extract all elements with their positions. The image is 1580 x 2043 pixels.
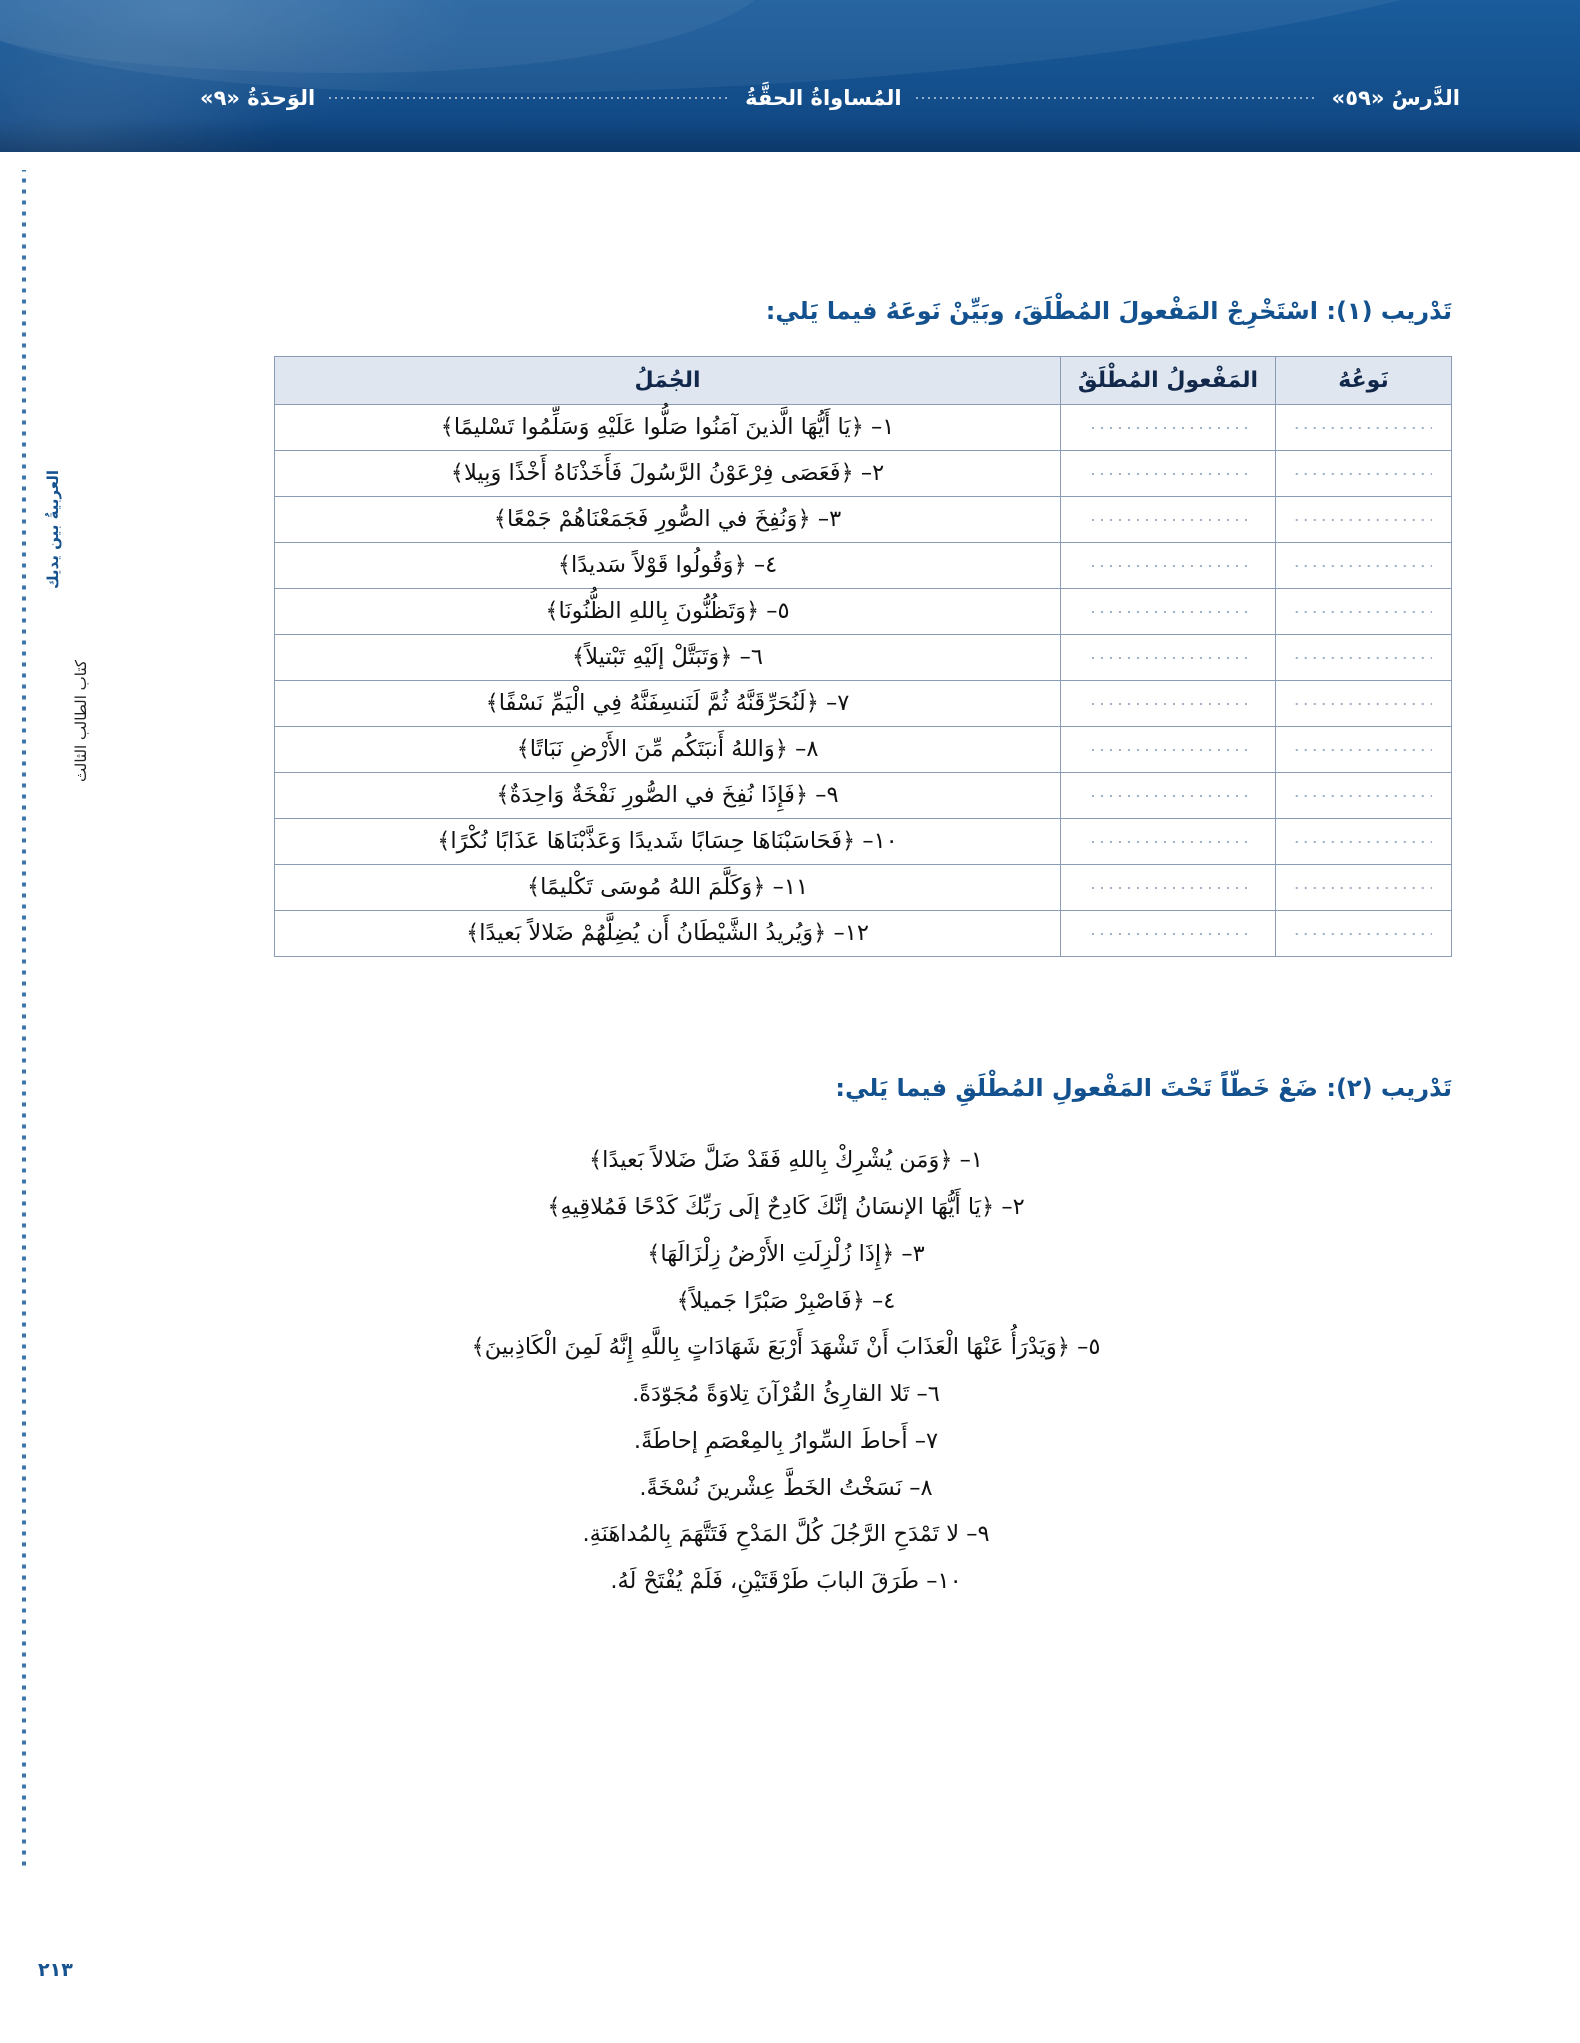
sentence-number: ٢– [860, 460, 885, 487]
sentence-number: ٥– [766, 598, 790, 625]
sentence-number: ٨– [795, 736, 819, 763]
answer-cell-object[interactable] [1061, 405, 1276, 451]
answer-cell-type[interactable] [1276, 451, 1452, 497]
sentence-cell [275, 543, 1061, 589]
list-item: ٧– أَحاطَ السِّوارُ بِالمِعْصَمِ إحاطَةً. [633, 1427, 939, 1454]
dotted-answer-line [1295, 789, 1432, 803]
sentence-cell [275, 589, 1061, 635]
sentence-text: ﴿وَيُريدُ الشَّيْطَانُ أَن يُضِلَّهُمْ ضَلالاً بَعيدًا﴾ [466, 920, 827, 947]
sentence-number: ٤– [753, 552, 778, 579]
dotted-answer-line [1085, 881, 1252, 895]
sentence-text: ﴿فَعَصَى فِرْعَوْنُ الرَّسُولَ فَأَخَذْنَاهُ أَخْذًا وَبِيلا﴾ [450, 460, 854, 487]
sentence-text: ﴿يَا أَيُّهَا الَّذينَ آمَنُوا صَلُّوا عَلَيْهِ وَسَلِّمُوا تَسْليمًا﴾ [440, 414, 864, 441]
answer-cell-type[interactable] [1276, 543, 1452, 589]
table-row [275, 543, 1452, 589]
spine-dot-rule [20, 170, 28, 1870]
table-row [275, 589, 1452, 635]
sentence-text: ﴿وَتَظُنُّونَ بِاللهِ الظُّنُونَا﴾ [545, 598, 760, 625]
dotted-answer-line [1085, 421, 1252, 435]
dotted-answer-line [1295, 467, 1432, 481]
sentence-text: ﴿فَإِذَا نُفِخَ في الصُّورِ نَفْخَةٌ وَاحِدَةٌ﴾ [496, 782, 809, 809]
answer-cell-type[interactable] [1276, 819, 1452, 865]
sentence-cell [275, 727, 1061, 773]
list-item: ١– ﴿وَمَن يُشْرِكْ بِاللهِ فَقَدْ ضَلَّ ضَلالاً بَعيدًا﴾ [588, 1147, 984, 1174]
answer-cell-object[interactable] [1061, 681, 1276, 727]
exercise-1-table [274, 356, 1452, 957]
column-header-absolute-object: المَفْعولُ المُطْلَقُ [1061, 357, 1276, 405]
answer-cell-type[interactable] [1276, 681, 1452, 727]
sentence-text: ﴿وَكَلَّمَ اللهُ مُوسَى تَكْليمًا﴾ [526, 874, 766, 901]
list-item: ٣– ﴿إِذَا زُلْزِلَتِ الأَرْضُ زِلْزَالَهَا﴾ [647, 1240, 925, 1267]
sentence-cell [275, 773, 1061, 819]
answer-cell-type[interactable] [1276, 865, 1452, 911]
sentence-cell [275, 405, 1061, 451]
table-row [275, 727, 1452, 773]
answer-cell-object[interactable] [1061, 635, 1276, 681]
sentence-number: ١– [871, 414, 895, 441]
series-label: العربيةُ بين يديك [44, 470, 62, 590]
header-dot-leader-right [329, 92, 731, 104]
sentence-number: ٩– [815, 782, 839, 809]
sentence-cell [275, 911, 1061, 957]
header-dot-leader-left [916, 92, 1318, 104]
running-head [0, 78, 1580, 118]
list-item: ٥– ﴿وَيَدْرَأُ عَنْهَا الْعَذَابَ أَنْ تَشْهَدَ أَرْبَعَ شَهَادَاتٍ بِاللَّهِ إِنَّهُ لَمِنَ الْكَاذِبينَ﴾ [471, 1334, 1101, 1361]
table-row [275, 405, 1452, 451]
answer-cell-object[interactable] [1061, 911, 1276, 957]
list-item: ٢– ﴿يَا أَيُّهَا الإنسَانُ إنَّكَ كَادِحٌ إلَى رَبِّكَ كَدْحًا فَمُلاقِيهِ﴾ [547, 1194, 1025, 1221]
dotted-answer-line [1085, 743, 1252, 757]
sentence-number: ٧– [826, 690, 850, 717]
exercise-1-title: تَدْريب (١): اسْتَخْرِجْ المَفْعولَ المُطْلَقَ، وبَيِّنْ نَوعَهُ فيما يَلي: [765, 297, 1452, 325]
sentence-cell [275, 497, 1061, 543]
table-row [275, 865, 1452, 911]
answer-cell-object[interactable] [1061, 727, 1276, 773]
table-row [275, 773, 1452, 819]
table-header-row [275, 357, 1452, 405]
sentence-text: ﴿وَتَبَتَّلْ إلَيْهِ تَبْتيلاً﴾ [572, 644, 733, 671]
dotted-answer-line [1295, 927, 1432, 941]
dotted-answer-line [1085, 697, 1252, 711]
column-header-sentences: الجُمَلُ [275, 357, 1061, 405]
unit-label: الوَحدَةُ «٩» [199, 86, 316, 110]
dotted-answer-line [1295, 605, 1432, 619]
answer-cell-object[interactable] [1061, 589, 1276, 635]
dotted-answer-line [1295, 651, 1432, 665]
dotted-answer-line [1085, 651, 1252, 665]
sentence-number: ١٠– [862, 828, 898, 855]
dotted-answer-line [1085, 559, 1252, 573]
answer-cell-object[interactable] [1061, 451, 1276, 497]
dotted-answer-line [1085, 789, 1252, 803]
answer-cell-object[interactable] [1061, 543, 1276, 589]
dotted-answer-line [1085, 467, 1252, 481]
table-row [275, 497, 1452, 543]
dotted-answer-line [1295, 559, 1432, 573]
table-row [275, 681, 1452, 727]
list-item: ١٠– طَرَقَ البابَ طَرْقَتَيْنِ، فَلَمْ يُفْتَحْ لَهُ. [610, 1568, 962, 1595]
answer-cell-type[interactable] [1276, 773, 1452, 819]
sentence-cell [275, 865, 1061, 911]
sentence-cell [275, 635, 1061, 681]
book-label: كتاب الطالب الثالث [72, 660, 90, 782]
page-content [120, 152, 1500, 1605]
sentence-number: ١١– [772, 874, 809, 901]
sentence-text: ﴿وَاللهُ أَنبَتَكُم مِّنَ الأَرْضِ نَبَاتًا﴾ [516, 736, 788, 763]
sentence-number: ١٢– [833, 920, 869, 947]
column-header-type: نَوعُهُ [1276, 357, 1452, 405]
sentence-text: ﴿وَنُفِخَ في الصُّورِ فَجَمَعْنَاهُمْ جَمْعًا﴾ [493, 506, 811, 533]
lesson-title: المُساواةُ الحقَّةُ [745, 86, 902, 110]
exercise-2-section [120, 1069, 1500, 1605]
page-header-band [0, 0, 1580, 152]
sentence-cell [275, 681, 1061, 727]
answer-cell-object[interactable] [1061, 773, 1276, 819]
answer-cell-object[interactable] [1061, 865, 1276, 911]
answer-cell-type[interactable] [1276, 589, 1452, 635]
table-row [275, 635, 1452, 681]
list-item: ٦– تَلا القارِئُ القُرْآنَ تِلاوَةً مُجَوّدَةً. [632, 1381, 940, 1408]
page-number: ٢١٣ [38, 1959, 73, 1981]
dotted-answer-line [1085, 513, 1252, 527]
dotted-answer-line [1295, 421, 1432, 435]
list-item: ٨– نَسَخْتُ الخَطَّ عِشْرينَ نُسْخَةً. [639, 1474, 933, 1501]
answer-cell-type[interactable] [1276, 727, 1452, 773]
sentence-text: ﴿لَنُحَرِّقَنَّهُ ثُمَّ لَنَنسِفَنَّهُ فِي الْيَمِّ نَسْفًا﴾ [485, 690, 819, 717]
sentence-text: ﴿وَقُولُوا قَوْلاً سَديدًا﴾ [557, 552, 747, 579]
answer-cell-object[interactable] [1061, 819, 1276, 865]
answer-cell-type[interactable] [1276, 405, 1452, 451]
sentence-cell [275, 819, 1061, 865]
exercise-2-list [120, 1138, 1500, 1606]
dotted-answer-line [1295, 881, 1432, 895]
sentence-text: ﴿فَحَاسَبْنَاهَا حِسَابًا شَديدًا وَعَذَّبْنَاهَا عَذَابًا نُكْرًا﴾ [437, 828, 856, 855]
answer-cell-type[interactable] [1276, 911, 1452, 957]
table-row [275, 451, 1452, 497]
dotted-answer-line [1085, 927, 1252, 941]
sentence-number: ٦– [739, 644, 763, 671]
list-item: ٤– ﴿فَاصْبِرْ صَبْرًا جَميلاً﴾ [676, 1287, 896, 1314]
header-bottom-shade [0, 118, 1580, 152]
answer-cell-type[interactable] [1276, 497, 1452, 543]
dotted-answer-line [1295, 697, 1432, 711]
exercise-1-table-body [275, 405, 1452, 957]
sentence-number: ٣– [817, 506, 842, 533]
list-item: ٩– لا تَمْدَحِ الرَّجُلَ كُلَّ المَدْحِ فَتَتَّهَمَ بِالمُداهَنَةِ. [582, 1521, 990, 1548]
answer-cell-type[interactable] [1276, 635, 1452, 681]
sentence-cell [275, 451, 1061, 497]
answer-cell-object[interactable] [1061, 497, 1276, 543]
dotted-answer-line [1085, 835, 1252, 849]
table-row [275, 819, 1452, 865]
lesson-label: الدَّرسُ «٥٩» [1331, 86, 1460, 110]
exercise-2-title: تَدْريب (٢): ضَعْ خَطّاً تَحْتَ المَفْعولِ المُطْلَقِ فيما يَلي: [835, 1074, 1452, 1103]
dotted-answer-line [1295, 835, 1432, 849]
dotted-answer-line [1085, 605, 1252, 619]
dotted-answer-line [1295, 513, 1432, 527]
dotted-answer-line [1295, 743, 1432, 757]
table-row [275, 911, 1452, 957]
